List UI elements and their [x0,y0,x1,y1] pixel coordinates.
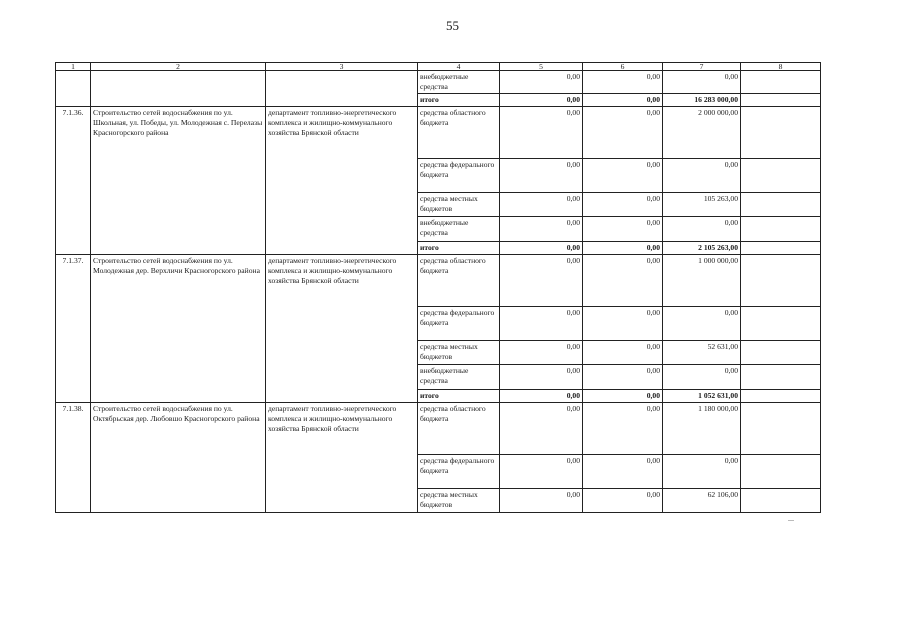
header-cell: 3 [266,63,418,71]
header-cell: 8 [741,63,821,71]
table-body [56,63,821,513]
header-cell: 5 [500,63,583,71]
value-cell-col5: 0,00 [500,193,583,217]
value-cell-col8 [741,159,821,193]
value-cell-col8 [741,107,821,159]
table-row [56,403,821,455]
funding-source-cell: итого [418,94,500,107]
value-cell-col5: 0,00 [500,71,583,94]
value-cell-col5: 0,00 [500,455,583,489]
value-cell-col6: 0,00 [583,390,663,403]
value-cell-col5: 0,00 [500,159,583,193]
header-cell: 1 [56,63,91,71]
header-cell: 4 [418,63,500,71]
value-cell-col8 [741,71,821,94]
item-number-cell: 7.1.37. [56,255,91,403]
value-cell-col8 [741,390,821,403]
value-cell-col5: 0,00 [500,255,583,307]
funding-source-cell: средства областного бюджета [418,403,500,455]
value-cell-col6: 0,00 [583,159,663,193]
funding-source-cell: внебюджетные средства [418,71,500,94]
value-cell-col5: 0,00 [500,390,583,403]
value-cell-col5: 0,00 [500,403,583,455]
value-cell-col7: 0,00 [663,159,741,193]
value-cell-col7: 52 631,00 [663,341,741,365]
value-cell-col8 [741,217,821,242]
value-cell-col8 [741,242,821,255]
value-cell-col5: 0,00 [500,307,583,341]
funding-source-cell: средства федерального бюджета [418,307,500,341]
value-cell-col7: 16 283 000,00 [663,94,741,107]
value-cell-col6: 0,00 [583,107,663,159]
header-cell: 6 [583,63,663,71]
table-row [56,255,821,307]
value-cell-col5: 0,00 [500,217,583,242]
value-cell-col6: 0,00 [583,403,663,455]
item-number-cell [56,71,91,107]
value-cell-col6: 0,00 [583,193,663,217]
funding-source-cell: итого [418,390,500,403]
value-cell-col5: 0,00 [500,242,583,255]
value-cell-col7: 0,00 [663,217,741,242]
value-cell-col8 [741,255,821,307]
value-cell-col7: 1 000 000,00 [663,255,741,307]
department-cell: департамент топливно-энергетического комплекса и жилищно-коммунального хозяйства Брянской области [266,255,418,403]
value-cell-col6: 0,00 [583,71,663,94]
funding-source-cell: средства местных бюджетов [418,341,500,365]
value-cell-col6: 0,00 [583,217,663,242]
value-cell-col6: 0,00 [583,307,663,341]
item-name-cell: Строительство сетей водоснабжения по ул. Молодежная дер. Верхличи Красногорского района [91,255,266,403]
budget-table [55,62,821,513]
value-cell-col7: 1 180 000,00 [663,403,741,455]
value-cell-col5: 0,00 [500,489,583,513]
funding-source-cell: средства федерального бюджета [418,455,500,489]
value-cell-col8 [741,341,821,365]
value-cell-col7: 0,00 [663,365,741,390]
value-cell-col6: 0,00 [583,242,663,255]
value-cell-col5: 0,00 [500,365,583,390]
value-cell-col6: 0,00 [583,341,663,365]
value-cell-col8 [741,193,821,217]
department-cell [266,71,418,107]
funding-source-cell: средства федерального бюджета [418,159,500,193]
funding-source-cell: итого [418,242,500,255]
table-row [56,71,821,94]
value-cell-col8 [741,403,821,455]
value-cell-col8 [741,455,821,489]
department-cell: департамент топливно-энергетического комплекса и жилищно-коммунального хозяйства Брянской области [266,403,418,513]
value-cell-col7: 0,00 [663,455,741,489]
funding-source-cell: средства местных бюджетов [418,489,500,513]
table-row [56,107,821,159]
page-number: 55 [446,18,459,33]
value-cell-col8 [741,489,821,513]
value-cell-col6: 0,00 [583,94,663,107]
header-cell: 2 [91,63,266,71]
header-cell: 7 [663,63,741,71]
funding-source-cell: внебюджетные средства [418,217,500,242]
item-name-cell [91,71,266,107]
value-cell-col6: 0,00 [583,455,663,489]
value-cell-col7: 2 000 000,00 [663,107,741,159]
funding-source-cell: средства областного бюджета [418,107,500,159]
funding-source-cell: внебюджетные средства [418,365,500,390]
item-name-cell: Строительство сетей водоснабжения по ул. Школьная, ул. Победы, ул. Молодежная с. Перелазы Красногорского района [91,107,266,255]
value-cell-col5: 0,00 [500,341,583,365]
value-cell-col7: 2 105 263,00 [663,242,741,255]
value-cell-col8 [741,307,821,341]
value-cell-col8 [741,94,821,107]
value-cell-col5: 0,00 [500,94,583,107]
funding-source-cell: средства местных бюджетов [418,193,500,217]
value-cell-col7: 62 106,00 [663,489,741,513]
scan-mark [788,520,794,521]
value-cell-col7: 105 263,00 [663,193,741,217]
value-cell-col5: 0,00 [500,107,583,159]
value-cell-col7: 0,00 [663,71,741,94]
item-number-cell: 7.1.38. [56,403,91,513]
value-cell-col7: 0,00 [663,307,741,341]
item-name-cell: Строительство сетей водоснабжения по ул. Октябрьская дер. Любовшо Красногорского района [91,403,266,513]
value-cell-col6: 0,00 [583,489,663,513]
value-cell-col6: 0,00 [583,255,663,307]
department-cell: департамент топливно-энергетического комплекса и жилищно-коммунального хозяйства Брянской области [266,107,418,255]
header-row [56,63,821,71]
value-cell-col6: 0,00 [583,365,663,390]
value-cell-col8 [741,365,821,390]
value-cell-col7: 1 052 631,00 [663,390,741,403]
item-number-cell: 7.1.36. [56,107,91,255]
funding-source-cell: средства областного бюджета [418,255,500,307]
